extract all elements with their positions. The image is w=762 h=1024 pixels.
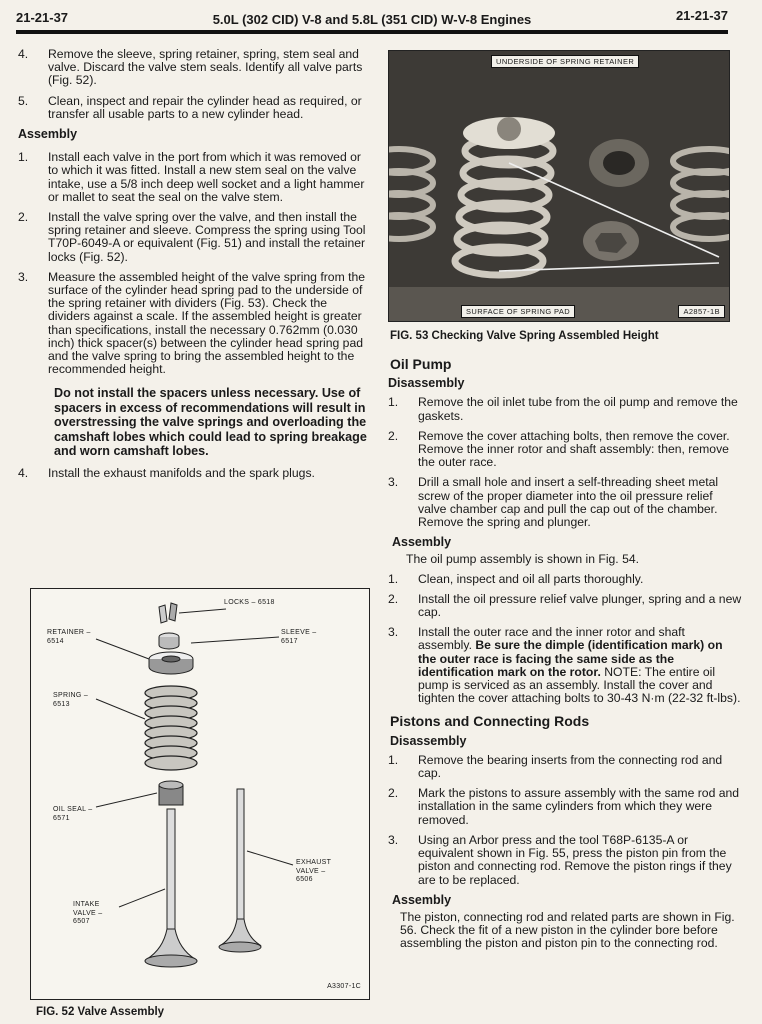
subsection-heading: Disassembly — [390, 733, 467, 748]
label-exhaust-valve: EXHAUST VALVE – 6506 — [296, 859, 332, 883]
label-retainer: RETAINER –6514 — [47, 629, 91, 645]
list-item: 4. Install the exhaust manifolds and the spark plugs. — [18, 465, 315, 480]
page-number-left: 21-21-37 — [16, 10, 69, 25]
valve-spring-photo — [388, 50, 730, 322]
page-number-right: 21-21-37 — [675, 8, 728, 23]
list-item: 1. Install each valve in the port from which it was removed or to which it was fitted. Install a new stem seal on the valve intake, use a 5/8 inch deep well socket and a light hammer or mallet to seat the seal on the valve stem. — [18, 150, 365, 204]
section-heading: Assembly — [18, 127, 78, 142]
list-item: 2. Remove the cover attaching bolts, then remove the cover. Remove the inner rotor and shaft assembly: then, remove the outer race. — [388, 428, 730, 470]
label-intake-valve: INTAKE VALVE – 6507 — [73, 901, 103, 925]
label-locks: LOCKS – 6518 — [224, 599, 275, 606]
valve-assembly-diagram — [30, 588, 370, 1000]
list-item: 2. Mark the pistons to assure assembly with the same rod and installation in the same cylinders from which they were removed. — [388, 786, 740, 827]
list-item: 3. Drill a small hole and insert a self-threading sheet metal screw of the proper diameter into the oil pressure relief valve chamber cap and pull the cap out of the chamber. Remove the spring and plunger. — [388, 475, 719, 530]
label-surface-spring-pad: SURFACE OF SPRING PAD — [461, 305, 575, 318]
right-column — [388, 358, 742, 957]
list-item: 3. Install the outer race and the inner rotor and shaft assembly. Be sure the dimple (identification mark) on the outer race is facing the same side as the identification mark on the rotor. NOTE: The entire oil pump is serviced as an assembly. Install the cover and tighten the cover attaching bolts to 30-43 N·m (22-32 ft-lbs). — [388, 625, 741, 706]
label-underside-retainer: UNDERSIDE OF SPRING RETAINER — [491, 55, 639, 68]
paragraph: The oil pump assembly is shown in Fig. 54. — [406, 552, 640, 567]
list-item: 1. Remove the bearing inserts from the connecting rod and cap. — [388, 752, 723, 781]
section-heading: Pistons and Connecting Rods — [390, 713, 590, 730]
list-item: 2. Install the valve spring over the valve, and then install the spring retainer and sleeve. Compress the spring using Tool T70P-6049-A or equivalent (Fig. 51) and install the retainer locks (Fig. 52). — [18, 210, 366, 264]
left-column — [18, 48, 368, 487]
valve-assembly-drawing — [31, 589, 369, 999]
header-rule — [16, 30, 728, 34]
section-heading: Oil Pump — [390, 356, 452, 372]
list-item: 5. Clean, inspect and repair the cylinder head as required, or transfer all usable parts to a new cylinder head. — [18, 93, 362, 121]
page-header — [16, 8, 728, 30]
list-item: 2. Install the oil pressure relief valve plunger, spring and a new cap. — [388, 591, 742, 620]
figure-ref: A2857-1B — [678, 305, 725, 318]
figure-ref: A3307-1C — [327, 982, 361, 990]
page-title: 5.0L (302 CID) V-8 and 5.8L (351 CID) W-V-8 Engines — [212, 12, 532, 27]
list-item: 4. Remove the sleeve, spring retainer, spring, stem seal and valve. Discard the valve stem seals. Identify all valve parts (Fig. 52). — [18, 47, 363, 88]
list-item: 3. Measure the assembled height of the valve spring from the surface of the cylinder head spring pad to the underside of the spring retainer with dividers (Fig. 53). Check the dividers against a scale. If the assembled height is greater than specifications, install the necessary 0.762mm (0.030 inch) thick spacer(s) between the cylinder head spring pad and the valve spring to bring the assembled height to the recommended height. — [18, 269, 366, 377]
label-spring: SPRING – 6513 — [53, 692, 89, 708]
subsection-heading: Assembly — [392, 535, 452, 550]
list-item: 1. Clean, inspect and oil all parts thoroughly. — [388, 571, 644, 586]
figure-caption: FIG. 53 Checking Valve Spring Assembled Height — [390, 330, 659, 342]
label-sleeve: SLEEVE – 6517 — [281, 629, 317, 645]
paragraph: The piston, connecting rod and related parts are shown in Fig. 56. Check the fit of a new piston in the cylinder bore before assembling the piston and piston pin to the connecting rod. — [400, 909, 735, 951]
warning-text: Do not install the spacers unless necessary. Use of spacers in excess of recommendations will result in overstressing the valve springs and overloading the camshaft lobes which could lead to spring breakage and worn camshaft lobes. — [54, 386, 367, 459]
valve-spring-illustration — [389, 51, 729, 321]
subsection-heading: Assembly — [392, 892, 452, 907]
list-item: 3. Using an Arbor press and the tool T68P-6135-A or equivalent shown in Fig. 55, press the piston pin from the piston and connecting rod. Remove the piston rings if they are to be replaced. — [388, 832, 732, 887]
list-item: 1. Remove the oil inlet tube from the oil pump and remove the gaskets. — [388, 395, 738, 423]
label-oil-seal: OIL SEAL – 6571 — [53, 806, 93, 822]
figure-caption: FIG. 52 Valve Assembly — [36, 1006, 165, 1018]
subsection-heading: Disassembly — [388, 376, 465, 391]
